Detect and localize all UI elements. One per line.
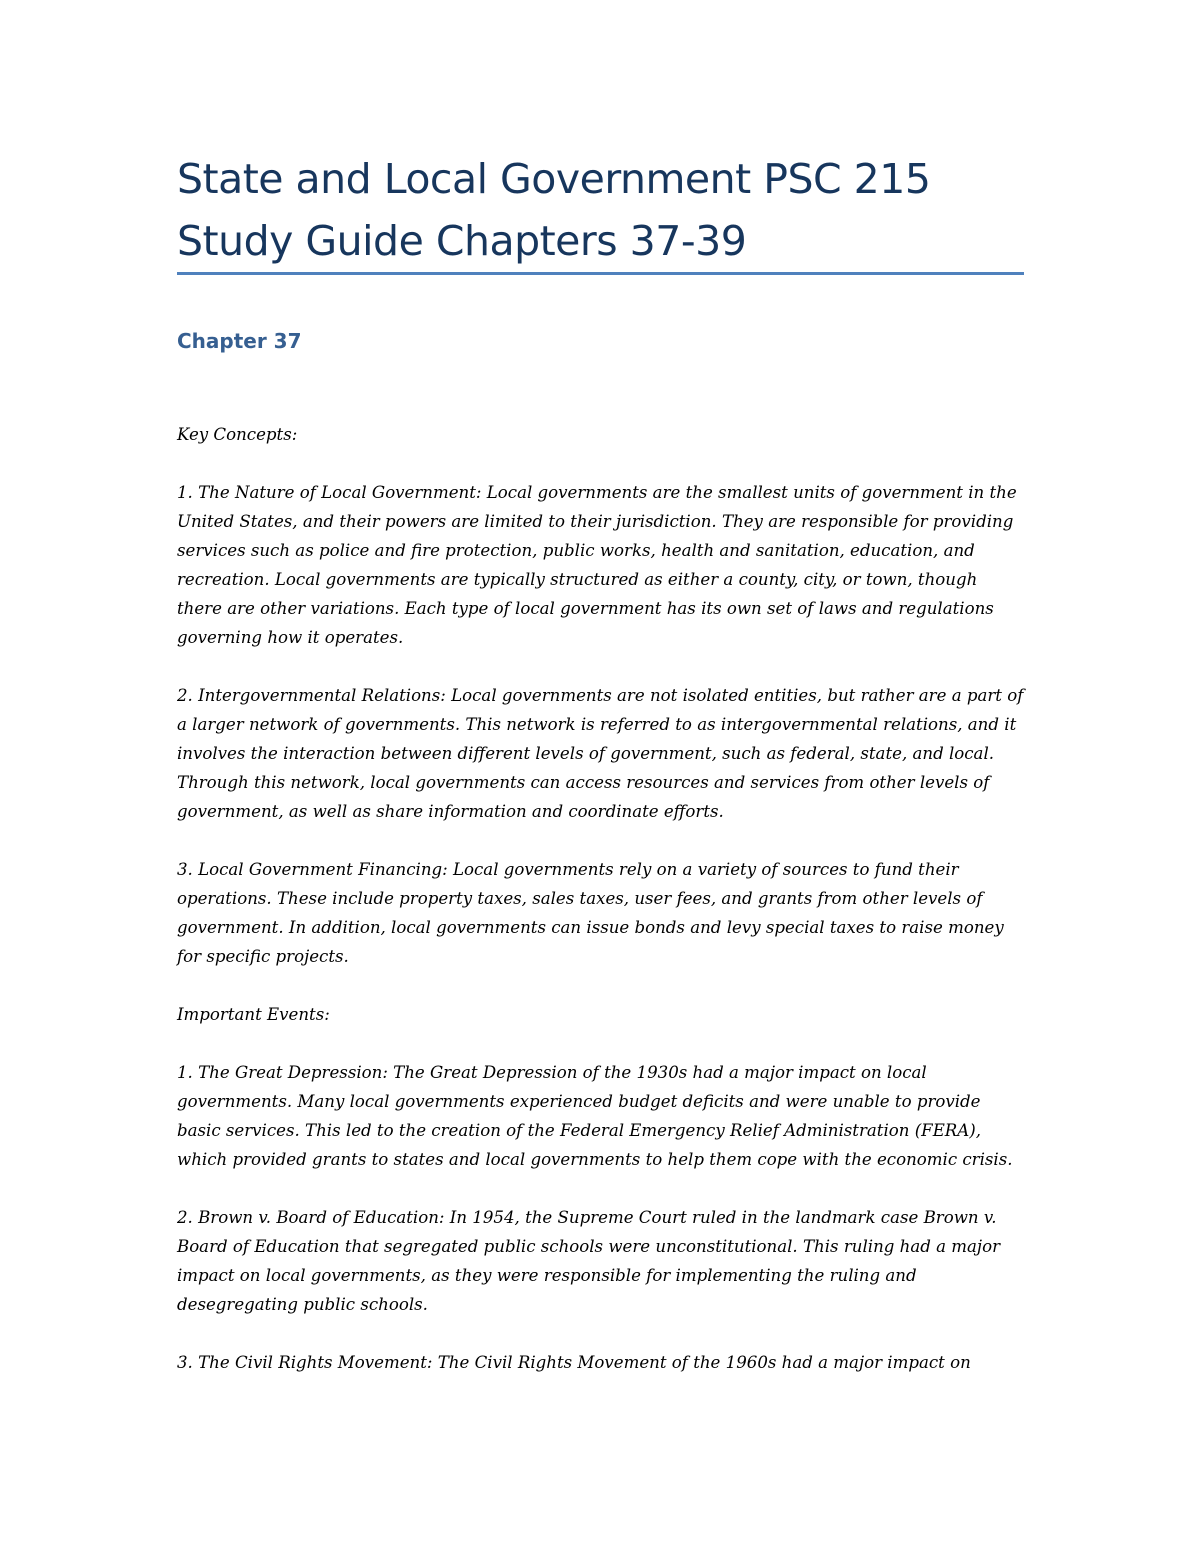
chapter-heading: Chapter 37 [177,329,302,353]
document-body [177,420,1025,1406]
key-concept-paragraph: 3. Local Government Financing: Local governments rely on a variety of sources to fund their operations. These include property taxes, sales taxes, user fees, and grants from other levels of government. In addition, local governments can issue bonds and levy special taxes to raise money for specific projects. [177,860,1004,966]
important-event-paragraph: 2. Brown v. Board of Education: In 1954, the Supreme Court ruled in the landmark case Brown v. Board of Education that segregated public schools were unconstitutional. This ruling had a major impact on local governments, as they were responsible for implementing the ruling and desegregating public schools. [177,1208,1000,1314]
title-underline-rule [177,272,1024,275]
important-event-paragraph: 1. The Great Depression: The Great Depression of the 1930s had a major impact on local governments. Many local governments experienced budget deficits and were unable to provide basic services. This led to the creation of the Federal Emergency Relief Administration (FERA), which provided grants to states and local governments to help them cope with the economic crisis. [177,1063,1013,1169]
key-concept-paragraph: 1. The Nature of Local Government: Local governments are the smallest units of government in the United States, and their powers are limited to their jurisdiction. They are responsible for providing services such as police and fire protection, public works, health and sanitation, education, and recreation. Local governments are typically structured as either a county, city, or town, though there are other variations. Each type of local government has its own set of laws and regulations governing how it operates. [177,483,1017,647]
document-title-line: Study Guide Chapters 37-39 [177,217,747,265]
important-events-label: Important Events: [177,1005,330,1024]
key-concept-paragraph: 2. Intergovernmental Relations: Local governments are not isolated entities, but rather are a part of a larger network of governments. This network is referred to as intergovernmental relations, and it involves the interaction between different levels of government, such as federal, state, and local. Through this network, local governments can access resources and services from other levels of government, as well as share information and coordinate efforts. [177,686,1024,821]
important-event-paragraph: 3. The Civil Rights Movement: The Civil Rights Movement of the 1960s had a major impact on [177,1353,971,1372]
key-concepts-label: Key Concepts: [177,425,298,444]
document-title-line: State and Local Government PSC 215 [177,155,931,203]
document-title [177,148,1037,272]
